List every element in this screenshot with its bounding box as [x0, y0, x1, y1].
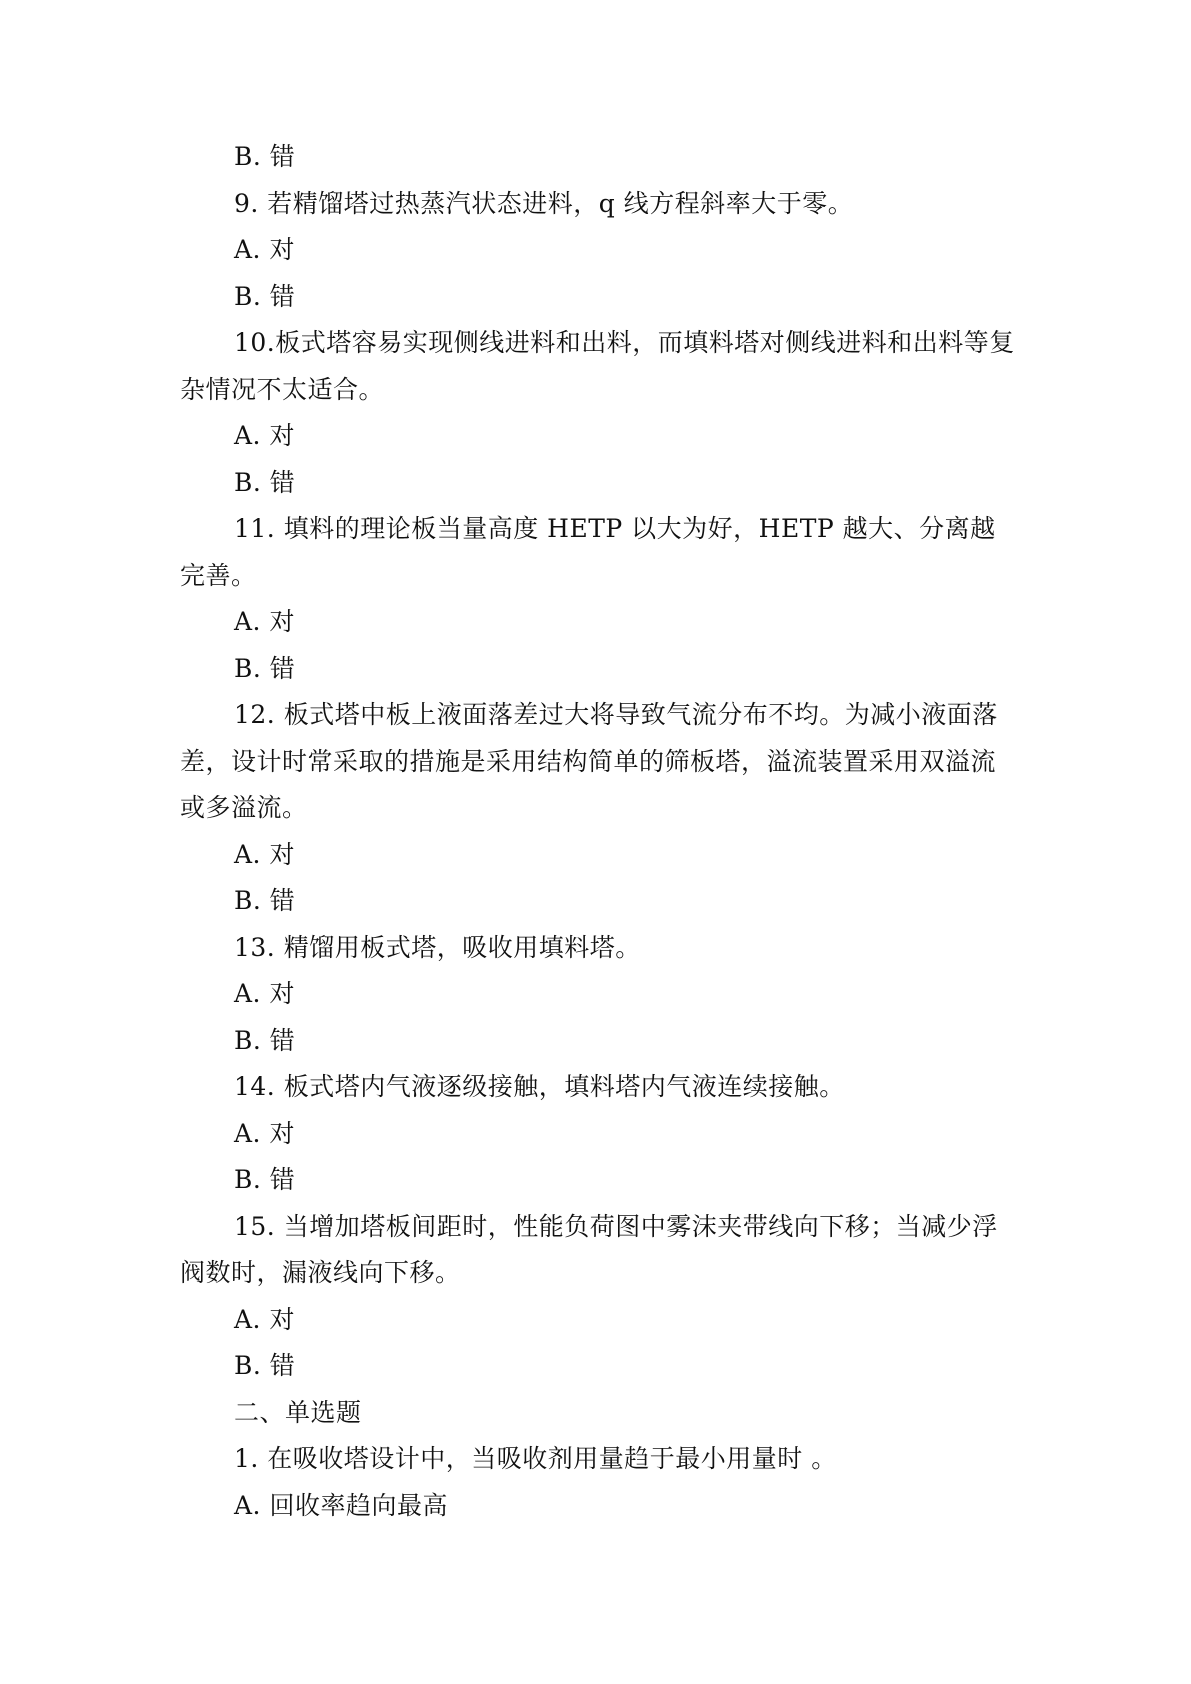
question-15: 15. 当增加塔板间距时，性能负荷图中雾沫夹带线向下移；当减少浮阀数时，漏液线向下移。: [180, 1211, 998, 1287]
option-line: A. 对: [234, 421, 295, 450]
question-10: 10.板式塔容易实现侧线进料和出料，而填料塔对侧线进料和出料等复杂情况不太适合。: [180, 328, 1015, 404]
single-choice-question-1: 1. 在吸收塔设计中，当吸收剂用量趋于最小用量时 。: [234, 1444, 837, 1473]
option-line: B. 错: [234, 1025, 296, 1055]
option-line: B. 错: [234, 653, 296, 683]
option-line: B. 错: [234, 886, 296, 915]
question-13: 13. 精馏用板式塔，吸收用填料塔。: [234, 932, 641, 962]
section-heading: 二、单选题: [234, 1397, 362, 1427]
option-line: A. 对: [234, 1304, 295, 1334]
option-line: B. 错: [234, 467, 296, 497]
option-line: B. 错: [234, 142, 296, 171]
question-11: 11. 填料的理论板当量高度 HETP 以大为好，HETP 越大、分离越完善。: [180, 514, 996, 590]
option-line: A. 回收率趋向最高: [234, 1490, 448, 1520]
option-line: B. 错: [234, 1165, 296, 1194]
question-14: 14. 板式塔内气液逐级接触，填料塔内气液连续接触。: [234, 1072, 845, 1101]
question-12: 12. 板式塔中板上液面落差过大将导致气流分布不均。为减小液面落差，设计时常采取的措施是采用结构简单的筛板塔，溢流装置采用双溢流或多溢流。: [180, 700, 998, 822]
option-line: B. 错: [234, 281, 296, 311]
option-line: A. 对: [234, 1118, 295, 1148]
option-line: A. 对: [234, 607, 295, 636]
document-body: [180, 134, 1020, 1529]
option-line: A. 对: [234, 235, 295, 264]
option-line: A. 对: [234, 839, 295, 869]
option-line: B. 错: [234, 1351, 296, 1380]
question-9: 9. 若精馏塔过热蒸汽状态进料，q 线方程斜率大于零。: [234, 188, 854, 218]
option-line: A. 对: [234, 979, 295, 1008]
